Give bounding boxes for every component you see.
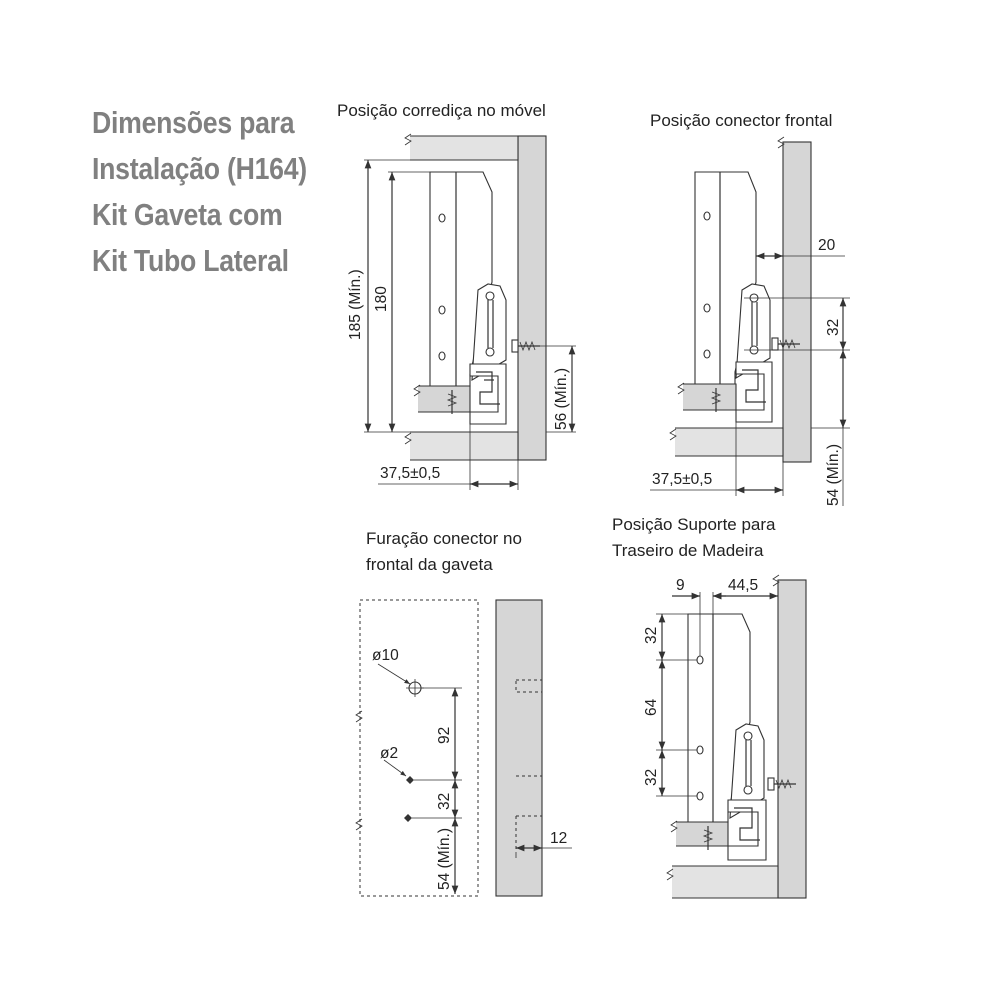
dim-185-label: 185 (Mín.) bbox=[347, 269, 364, 340]
title-line-1: Dimensões para bbox=[92, 105, 295, 140]
cabinet-side-panel bbox=[518, 136, 546, 460]
dim-32b-label: 32 bbox=[643, 768, 660, 786]
dim-92-label: 92 bbox=[436, 726, 453, 744]
rear-heading-line-1: Posição Suporte para bbox=[612, 515, 776, 534]
drawer-runner bbox=[736, 362, 772, 422]
dim-20-label: 20 bbox=[818, 237, 836, 254]
drawer-runner bbox=[470, 364, 506, 424]
dim-37-5-label: 37,5±0,5 bbox=[652, 471, 713, 488]
dim-9-label: 9 bbox=[676, 577, 685, 594]
dim-54-label: 54 (Mín.) bbox=[436, 827, 453, 890]
cabinet-top-panel bbox=[410, 136, 518, 160]
dim-phi2-label: ø2 bbox=[380, 745, 399, 762]
hole-2mm bbox=[406, 776, 414, 784]
front-panel-heading: Posição conector frontal bbox=[650, 111, 833, 130]
hole-2mm bbox=[404, 814, 412, 822]
panel-front-connector bbox=[650, 111, 850, 506]
panel-slide-position bbox=[337, 101, 576, 490]
dim-54-label: 54 (Mín.) bbox=[825, 443, 842, 506]
cabinet-bottom-panel bbox=[672, 866, 778, 898]
dim-56-label: 56 (Mín.) bbox=[553, 367, 570, 430]
drawer-runner bbox=[728, 800, 766, 860]
panel-drilling bbox=[356, 529, 572, 896]
drilling-heading-line-2: frontal da gaveta bbox=[366, 555, 493, 574]
dim-37-5-label: 37,5±0,5 bbox=[380, 465, 441, 482]
dim-44-5-label: 44,5 bbox=[728, 577, 759, 594]
dim-32-label: 32 bbox=[825, 318, 842, 336]
cabinet-bottom-panel bbox=[410, 432, 518, 460]
dim-32a-label: 32 bbox=[643, 626, 660, 644]
cabinet-rear-panel bbox=[778, 580, 806, 898]
drawer-bottom-board bbox=[418, 386, 470, 412]
dim-32-label: 32 bbox=[436, 792, 453, 810]
title-line-3: Kit Gaveta com bbox=[92, 197, 283, 232]
slide-panel-heading: Posição corrediça no móvel bbox=[337, 101, 546, 120]
title-line-4: Kit Tubo Lateral bbox=[92, 243, 289, 278]
drawer-front-panel bbox=[783, 142, 811, 462]
drawer-front-face bbox=[360, 600, 478, 896]
cabinet-bottom-panel bbox=[675, 428, 783, 456]
dim-64-label: 64 bbox=[643, 698, 660, 716]
panel-rear-support bbox=[612, 515, 806, 898]
drawer-front-section bbox=[496, 600, 542, 896]
dim-12-label: 12 bbox=[550, 830, 568, 847]
title-line-2: Instalação (H164) bbox=[92, 151, 307, 186]
drilling-heading-line-1: Furação conector no bbox=[366, 529, 522, 548]
dim-180-label: 180 bbox=[373, 286, 390, 312]
dim-phi10-label: ø10 bbox=[372, 647, 399, 664]
rear-heading-line-2: Traseiro de Madeira bbox=[612, 541, 764, 560]
